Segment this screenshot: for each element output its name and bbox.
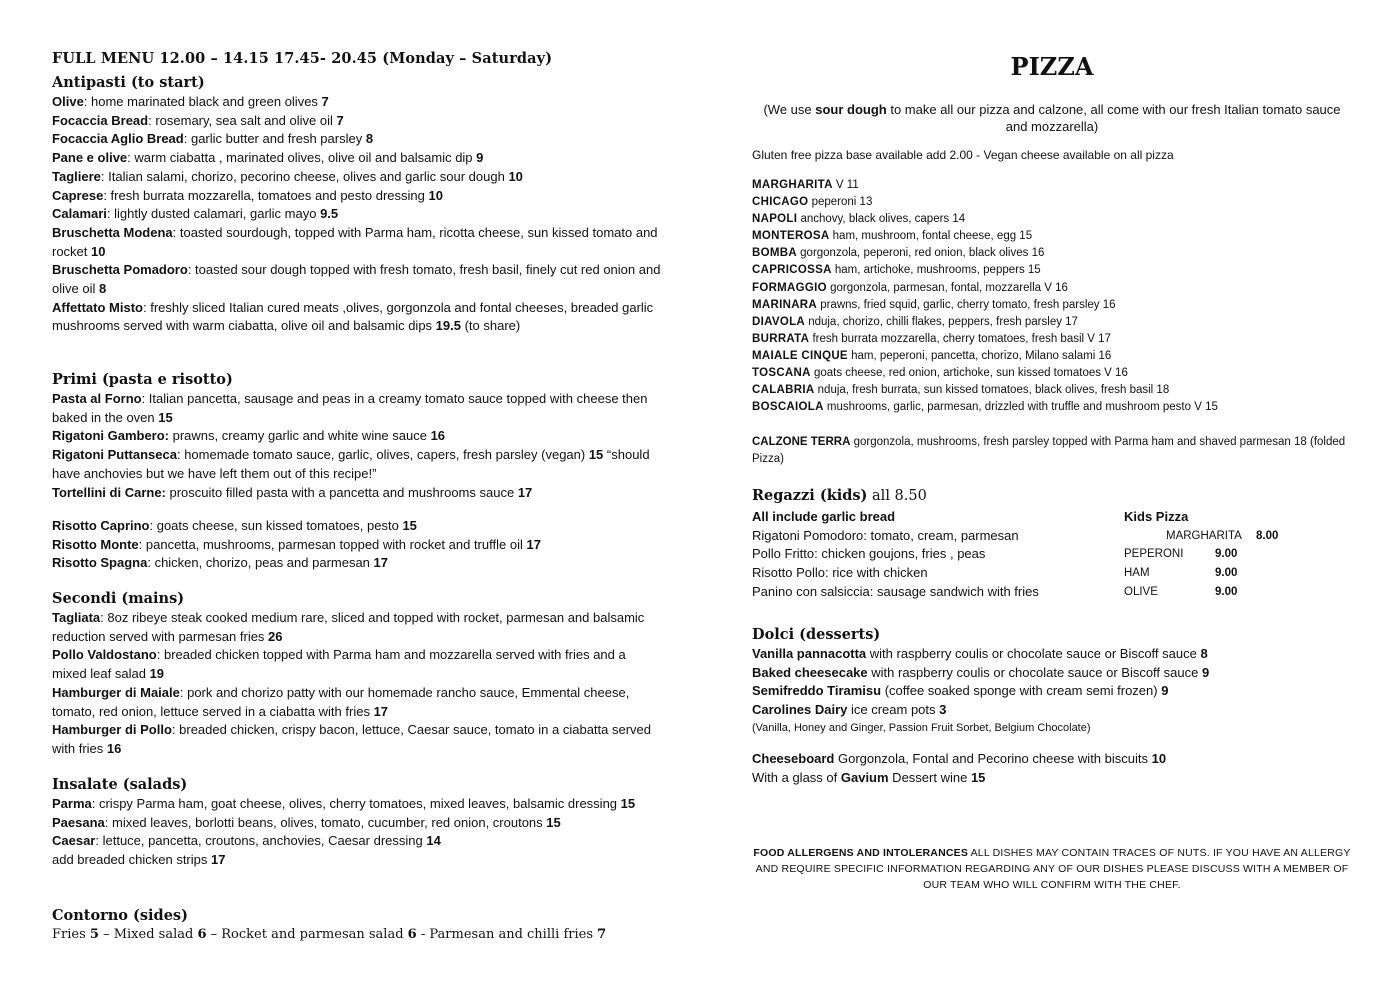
item-desc: : home marinated black and green olives xyxy=(83,94,322,109)
cheeseboard-item: Cheeseboard Gorgonzola, Fontal and Pecorino cheese with biscuits 10 xyxy=(752,751,1167,766)
item-price: 17 xyxy=(373,703,389,719)
antipasti-title: Antipasti (to start) xyxy=(52,74,205,91)
item-name: Tagliata xyxy=(52,610,101,625)
item-price: 9.5 xyxy=(320,206,339,222)
kids-pizza-price: 9.00 xyxy=(1215,585,1238,598)
contorno-section xyxy=(52,906,662,945)
item-note: (to share) xyxy=(460,318,521,334)
primi-list xyxy=(52,390,662,502)
kids-item: Rigatoni Pomodoro: tomato, cream, parmesan xyxy=(752,527,1019,543)
contorno-line: Fries 5 – Mixed salad 6 – Rocket and parmesan salad 6 - Parmesan and chilli fries 7 xyxy=(52,927,607,942)
item-price: 17 xyxy=(517,484,533,500)
pizza-name: FORMAGGIO xyxy=(752,281,827,294)
pizza-desc: nduja, chorizo, chilli flakes, peppers, fresh parsley 17 xyxy=(805,315,1078,328)
pizza-item xyxy=(752,211,1218,228)
pizza-desc: prawns, fried squid, garlic, cherry tomato, fresh parsley 16 xyxy=(817,298,1116,311)
secondi-title: Secondi (mains) xyxy=(52,590,185,607)
item-name: Calamari xyxy=(52,206,107,222)
pizza-name: MARINARA xyxy=(752,298,818,311)
pizza-name: CHICAGO xyxy=(752,196,809,209)
item-name: Focaccia Aglio Bread xyxy=(52,131,184,147)
item-desc: : toasted sour dough topped with fresh tomato, fresh basil, finely cut red onion and olive oil xyxy=(52,262,661,297)
item-name: Pasta al Forno xyxy=(52,391,142,406)
dolci-list xyxy=(752,645,1362,720)
pizza-desc: ham, mushroom, fontal cheese, egg 15 xyxy=(829,230,1033,243)
menu-item xyxy=(52,224,662,261)
item-price: 10 xyxy=(508,168,523,184)
menu-item xyxy=(52,517,662,536)
item-name: Pane e olive xyxy=(52,150,128,166)
kids-pizza-list xyxy=(1124,508,1364,601)
kids-item: Panino con salsiccia: sausage sandwich with fries xyxy=(752,583,1039,599)
kids-pizza-head: Kids Pizza xyxy=(1124,509,1189,524)
kids-pizza-name: PEPERONI xyxy=(1124,548,1184,561)
kids-pizza-price: 9.00 xyxy=(1215,548,1238,561)
item-name: Paesana xyxy=(52,814,105,830)
item-name: Rigatoni Gambero: xyxy=(52,428,170,444)
item-price: 26 xyxy=(268,628,283,644)
pizza-name: MONTEROSA xyxy=(752,230,830,243)
menu-item xyxy=(52,684,662,721)
item-price: 8 xyxy=(98,281,107,297)
pizza-name: NAPOLI xyxy=(752,213,798,226)
item-name: Olive xyxy=(52,94,84,109)
item-name: Vanilla pannacotta xyxy=(752,646,867,661)
pizza-name: BOMBA xyxy=(752,247,797,260)
pizza-desc: mushrooms, garlic, parmesan, drizzled with truffle and mushroom pesto V 15 xyxy=(823,401,1218,414)
item-price: 19.5 xyxy=(435,318,461,334)
item-name: Hamburger di Pollo xyxy=(52,722,172,738)
dessert-item xyxy=(752,664,1362,683)
item-name: Carolines Dairy xyxy=(752,702,848,718)
item-name: Caprese xyxy=(52,187,104,203)
item-desc: add breaded chicken strips xyxy=(52,852,211,868)
item-name: Risotto Spagna xyxy=(52,555,148,571)
item-desc: : breaded chicken, crispy bacon, lettuce, Caesar sauce, tomato in a ciabatta served with fries xyxy=(52,722,652,756)
menu-item xyxy=(52,536,662,555)
menu-item xyxy=(52,390,662,427)
menu-hours: FULL MENU 12.00 – 14.15 17.45- 20.45 (Monday – Saturday) xyxy=(52,50,553,67)
pizza-desc: peperoni 13 xyxy=(808,196,873,209)
kids-item: Pollo Fritto: chicken goujons, fries , peas xyxy=(752,546,986,562)
kids-menu-list xyxy=(752,508,1112,602)
kids-title: Regazzi (kids) all 8.50 xyxy=(752,487,927,504)
item-desc: : lightly dusted calamari, garlic mayo xyxy=(106,206,321,222)
pizza-item xyxy=(752,245,1218,262)
pizza-item xyxy=(752,262,1218,279)
item-desc: : Italian pancetta, sausage and peas in a creamy tomato sauce topped with cheese then baked in the oven xyxy=(52,391,648,425)
antipasti-section xyxy=(52,73,662,336)
menu-item xyxy=(52,646,662,683)
pizza-item xyxy=(752,280,1218,297)
kids-pizza-name: HAM xyxy=(1124,567,1150,580)
kids-pizza-name: MARGHARITA xyxy=(1166,529,1242,542)
insalate-title: Insalate (salads) xyxy=(52,776,188,793)
pizza-item xyxy=(752,314,1218,331)
item-price: 10 xyxy=(91,243,106,259)
pizza-desc: fresh burrata mozzarella, cherry tomatoes, fresh basil V 17 xyxy=(809,332,1111,345)
item-price: 3 xyxy=(939,702,947,718)
item-price: 10 xyxy=(428,187,443,203)
item-name: Focaccia Bread xyxy=(52,112,149,128)
pizza-item xyxy=(752,331,1218,348)
item-desc: : garlic butter and fresh parsley xyxy=(183,131,366,147)
pizza-intro: (We use sour dough to make all our pizza and calzone, all come with our fresh Italian tomato sauce and mozzarella) xyxy=(763,102,1341,134)
secondi-list xyxy=(52,609,662,759)
item-price: 17 xyxy=(210,852,226,868)
item-desc: with raspberry coulis or chocolate sauce or Biscoff sauce xyxy=(867,664,1202,680)
menu-item xyxy=(52,149,662,168)
item-desc: proscuito filled pasta with a pancetta and mushrooms sauce xyxy=(165,484,518,500)
cheeseboard-section xyxy=(752,750,1362,787)
pizza-item xyxy=(752,228,1218,245)
item-price: 8 xyxy=(1200,646,1208,661)
item-desc: : mixed leaves, borlotti beans, olives, tomato, cucumber, red onion, croutons xyxy=(104,814,547,830)
item-desc: : homemade tomato sauce, garlic, olives, capers, fresh parsley (vegan) xyxy=(176,447,589,463)
insalate-section xyxy=(52,775,662,870)
item-desc: : crispy Parma ham, goat cheese, olives, cherry tomatoes, mixed leaves, balsamic dressing xyxy=(91,796,621,811)
antipasti-list xyxy=(52,93,662,336)
menu-item xyxy=(52,832,662,851)
item-desc: : goats cheese, sun kissed tomatoes, pesto xyxy=(149,518,403,533)
pizza-desc: gorgonzola, peperoni, red onion, black olives 16 xyxy=(796,247,1045,260)
item-price: 15 xyxy=(546,814,561,830)
ice-cream-flavours: (Vanilla, Honey and Ginger, Passion Fruit Sorbet, Belgium Chocolate) xyxy=(752,721,1091,734)
item-desc: ice cream pots xyxy=(847,702,940,718)
allergen-notice: FOOD ALLERGENS AND INTOLERANCES ALL DISHES MAY CONTAIN TRACES OF NUTS. IF YOU HAVE AN ALLERGY AND REQUIRE SPECIFIC INFORMATION REGARDING ANY OF OUR DISHES PLEASE DISCUSS WITH A MEMBER OF OUR TEAM WHO WILL CONFIRM WITH THE CHEF. xyxy=(753,847,1351,891)
risotto-section xyxy=(52,517,662,573)
pizza-desc: goats cheese, red onion, artichoke, sun kissed tomatoes V 16 xyxy=(810,367,1128,380)
item-name: Tortellini di Carne: xyxy=(52,484,166,500)
pizza-desc: gorgonzola, parmesan, fontal, mozzarella V 16 xyxy=(826,281,1068,294)
pizza-item xyxy=(752,297,1218,314)
pizza-item xyxy=(752,365,1218,382)
pizza-item xyxy=(752,194,1218,211)
menu-item xyxy=(52,721,662,758)
menu-item xyxy=(52,112,662,131)
menu-item xyxy=(52,187,662,206)
pizza-list xyxy=(752,177,1218,416)
item-desc: : lettuce, pancetta, croutons, anchovies, Caesar dressing xyxy=(95,833,427,849)
menu-item xyxy=(52,814,662,833)
primi-section xyxy=(52,370,662,502)
kids-pizza-price: 8.00 xyxy=(1256,529,1279,542)
item-desc: : freshly sliced Italian cured meats ,olives, gorgonzola and fontal cheeses, breaded garlic mushrooms served with warm ciabatta, olive oil and balsamic dips xyxy=(52,299,654,334)
kids-pizza-item xyxy=(1124,545,1364,564)
item-desc: : 8oz ribeye steak cooked medium rare, sliced and topped with rocket, parmesan and balsamic reduction served with parmesan fries xyxy=(52,610,645,644)
menu-item xyxy=(52,795,662,814)
dessert-wine-item: With a glass of Gavium Dessert wine 15 xyxy=(752,769,986,785)
item-price: 17 xyxy=(373,555,388,571)
item-name: Semifreddo Tiramisu xyxy=(752,683,882,699)
item-price: 9 xyxy=(1201,664,1210,680)
menu-item xyxy=(52,484,662,503)
kids-pizza-price: 9.00 xyxy=(1215,567,1238,580)
pizza-name: DIAVOLA xyxy=(752,315,805,328)
pizza-desc: ham, peperoni, pancetta, chorizo, Milano salami 16 xyxy=(847,349,1112,362)
kids-pizza-item xyxy=(1124,527,1364,546)
item-price: 14 xyxy=(426,833,441,849)
item-name: Bruschetta Modena xyxy=(52,224,173,240)
item-desc: : chicken, chorizo, peas and parmesan xyxy=(147,555,374,571)
pizza-item xyxy=(752,382,1218,399)
menu-item xyxy=(52,168,662,187)
contorno-title: Contorno (sides) xyxy=(52,907,188,924)
menu-item xyxy=(52,609,662,646)
item-desc: with raspberry coulis or chocolate sauce or Biscoff sauce xyxy=(866,646,1201,661)
dolci-section xyxy=(752,625,1362,736)
item-name: Caesar xyxy=(52,833,96,849)
dessert-item xyxy=(752,701,1362,720)
menu-item xyxy=(52,93,662,112)
item-price: 15 xyxy=(620,796,636,811)
item-name: Parma xyxy=(52,796,92,811)
dolci-title: Dolci (desserts) xyxy=(752,626,881,643)
item-price: 8 xyxy=(365,131,374,147)
calzone-item: CALZONE TERRA gorgonzola, mushrooms, fresh parsley topped with Parma ham and shaved parmesan 18 (folded Pizza) xyxy=(752,436,1346,465)
item-price: 7 xyxy=(336,112,344,128)
item-desc: : toasted sourdough, topped with Parma ham, ricotta cheese, sun kissed tomato and rocket xyxy=(52,224,658,259)
pizza-name: BURRATA xyxy=(752,332,810,345)
item-name: Pollo Valdostano xyxy=(52,647,157,663)
item-name: Risotto Caprino xyxy=(52,518,150,533)
kids-pizza-item xyxy=(1124,564,1364,583)
pizza-desc: nduja, fresh burrata, sun kissed tomatoes, black olives, fresh basil 18 xyxy=(814,384,1170,397)
item-price: 19 xyxy=(149,666,165,682)
pizza-item xyxy=(752,399,1218,416)
pizza-name: BOSCAIOLA xyxy=(752,401,824,414)
pizza-item xyxy=(752,177,1218,194)
menu-item xyxy=(52,261,662,298)
item-desc: : rosemary, sea salt and olive oil xyxy=(148,112,337,128)
pizza-name: CAPRICOSSA xyxy=(752,264,832,277)
menu-item xyxy=(52,130,662,149)
kids-pizza-name: OLIVE xyxy=(1124,585,1158,598)
item-desc: : breaded chicken topped with Parma ham and mozzarella served with fries and a mixed leaf salad xyxy=(52,647,626,682)
item-name: Affettato Misto xyxy=(52,299,143,315)
menu-item xyxy=(52,205,662,224)
item-name: Rigatoni Puttanseca xyxy=(52,447,177,463)
kids-left-head: All include garlic bread xyxy=(752,509,896,524)
item-desc: : Italian salami, chorizo, pecorino cheese, olives and garlic sour dough xyxy=(100,168,509,184)
item-name: Bruschetta Pomadoro xyxy=(52,262,188,278)
item-price: 16 xyxy=(430,428,446,444)
menu-item xyxy=(52,851,662,870)
item-price: 9 xyxy=(1161,683,1169,699)
risotto-list xyxy=(52,517,662,573)
pizza-name: MARGHARITA xyxy=(752,179,833,191)
kids-pizza-item xyxy=(1124,583,1364,602)
dessert-item xyxy=(752,645,1362,664)
menu-item xyxy=(52,446,662,483)
gluten-note: Gluten free pizza base available add 2.00 - Vegan cheese available on all pizza xyxy=(752,148,1174,162)
dessert-item xyxy=(752,682,1362,701)
pizza-name: CALABRIA xyxy=(752,384,815,397)
insalate-list xyxy=(52,795,662,870)
pizza-name: TOSCANA xyxy=(752,367,811,380)
item-name: Risotto Monte xyxy=(52,536,139,552)
menu-item xyxy=(52,427,662,446)
item-name: Baked cheesecake xyxy=(752,664,868,680)
primi-title: Primi (pasta e risotto) xyxy=(52,371,233,388)
item-name: Tagliere xyxy=(52,168,101,184)
pizza-name: MAIALE CINQUE xyxy=(752,349,848,362)
item-desc: : pancetta, mushrooms, parmesan topped with rocket and truffle oil xyxy=(138,536,527,552)
pizza-desc: V 11 xyxy=(832,179,859,191)
item-desc: prawns, creamy garlic and white wine sauce xyxy=(169,428,431,444)
item-desc: : warm ciabatta , marinated olives, olive oil and balsamic dip xyxy=(127,150,477,166)
item-name: Hamburger di Maiale xyxy=(52,684,180,700)
secondi-section xyxy=(52,589,662,759)
item-note: “should have anchovies but we have left them out of this recipe!” xyxy=(52,447,650,481)
item-price: 7 xyxy=(321,94,329,109)
item-price: 17 xyxy=(526,536,541,552)
pizza-desc: anchovy, black olives, capers 14 xyxy=(797,213,966,226)
item-price: 15 xyxy=(158,409,173,425)
kids-item: Risotto Pollo: rice with chicken xyxy=(752,565,928,581)
item-price: 15 xyxy=(402,518,417,533)
item-desc: (coffee soaked sponge with cream semi frozen) xyxy=(881,683,1162,699)
pizza-desc: ham, artichoke, mushrooms, peppers 15 xyxy=(831,264,1041,277)
item-price: 15 xyxy=(588,447,604,463)
pizza-item xyxy=(752,348,1218,365)
item-price: 9 xyxy=(476,150,484,166)
menu-item xyxy=(52,299,662,336)
item-price: 16 xyxy=(106,740,122,756)
menu-item xyxy=(52,554,662,573)
pizza-title: PIZZA xyxy=(1010,52,1094,81)
item-desc: : fresh burrata mozzarella, tomatoes and pesto dressing xyxy=(103,187,429,203)
item-desc: : pork and chorizo patty with our homemade rancho sauce, Emmental cheese, tomato, red onion, lettuce served in a ciabatta with fries xyxy=(52,684,630,719)
